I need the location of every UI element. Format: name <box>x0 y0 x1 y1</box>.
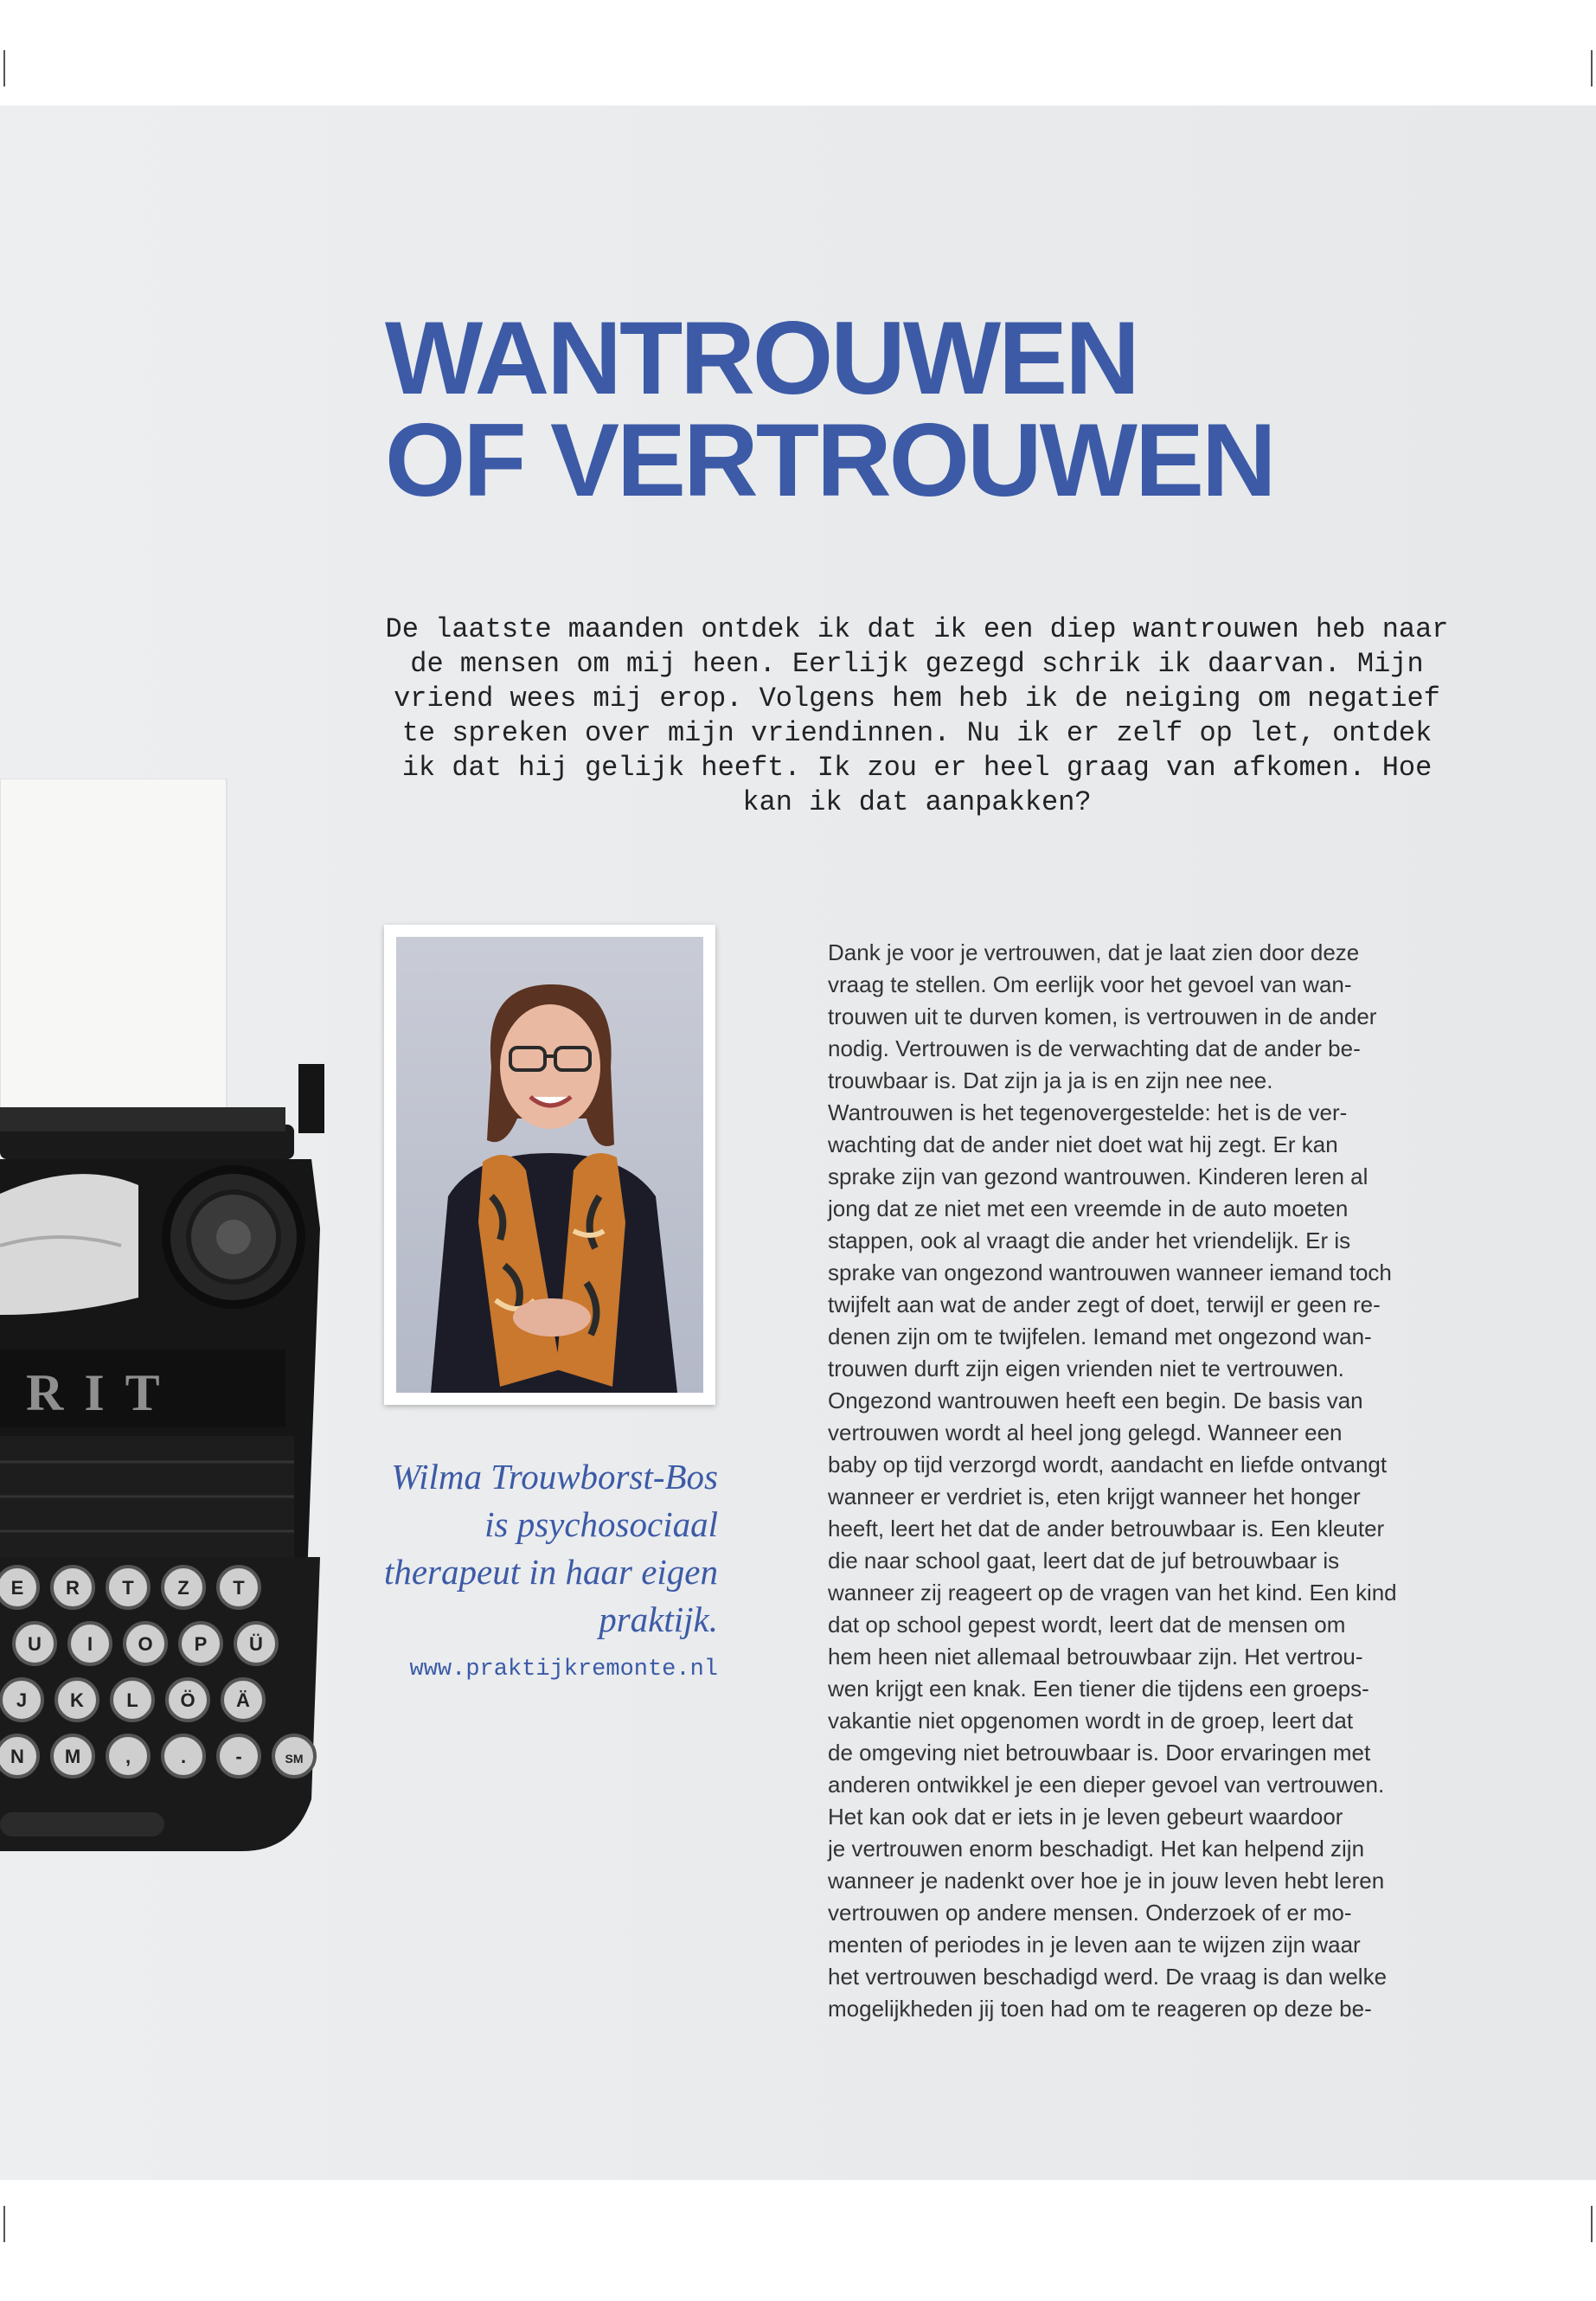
title-line-2: OF VERTROUWEN <box>385 402 1274 518</box>
crop-mark-bottom-left <box>3 2206 5 2242</box>
typewriter-key-label: Z <box>177 1577 189 1599</box>
typewriter-illustration <box>0 779 372 1868</box>
typewriter-key-label: N <box>10 1746 24 1767</box>
title-line-1: WANTROUWEN <box>385 300 1138 416</box>
crop-mark-top-left <box>3 50 5 87</box>
typewriter-key-label: , <box>125 1746 131 1767</box>
typewriter-key-label: P <box>194 1633 208 1655</box>
typewriter-key-label: SM <box>285 1752 304 1766</box>
author-website-link[interactable]: www.praktijkremonte.nl <box>409 1657 718 1682</box>
author-photo-frame <box>384 925 715 1405</box>
typewriter-key-label: Ä <box>236 1689 250 1711</box>
typewriter-key-label: T <box>233 1577 245 1599</box>
typewriter-key-label: T <box>122 1577 134 1599</box>
reader-question: De laatste maanden ontdek ik dat ik een diep wantrouwen heb naar de mensen om mij heen. Eerlijk gezegd schrik ik daarvan. Mijn vriend wees mij erop. Volgens hem heb ik de neiging om negatief te spreken over mijn vriendinnen. Nu ik er zelf op let, ontdek ik dat hij gelijk heeft. Ik zou er heel graag van afkomen. Hoe kan ik dat aanpakken? <box>385 613 1449 818</box>
typewriter-key-label: Ü <box>249 1633 263 1655</box>
typewriter-key-label: E <box>10 1577 24 1599</box>
article-body: Dank je voor je vertrouwen, dat je laat zien door deze vraag te stellen. Om eerlijk voor het gevoel van wan- trouwen uit te durven komen, is vertrouwen in de ander nodig. Vertrouwen is de verwachting dat de ander be- trouwbaar is. Dat zijn ja ja is en zijn nee nee. Wantrouwen is het tegenovergestelde: het is de ver- wachting dat de ander niet doet wat hij zegt. Er kan sprake zijn van gezond wantrouwen. Kinderen leren al jong dat ze niet met een vreemde in de auto moeten stappen, ook al vraagt die ander het vriendelijk. Er is sprake van ongezond wantrouwen wanneer iemand toch twijfelt aan wat de ander zegt of doet, terwijl er geen re- denen zijn om te twijfelen. Iemand met ongezond wan- trouwen durft zijn eigen vrienden niet te vertrouwen. Ongezond wantrouwen heeft een begin. De basis van vertrouwen wordt al heel jong gelegd. Wanneer een baby op tijd verzorgd wordt, aandacht en liefde ontvangt wanneer er verdriet is, eten krijgt wanneer het honger heeft, leert het dat de ander betrouwbaar is. Een kleuter die naar school gaat, leert dat de juf betrouwbaar is wanneer zij reageert op de vragen van het kind. Een kind dat op school gepest wordt, leert dat de mensen om hem heen niet allemaal betrouwbaar zijn. Het vertrou- wen krijgt een knak. Een tiener die tijdens een groeps- vakantie niet opgenomen wordt in de groep, leert dat de omgeving niet betrouwbaar is. Door ervaringen met anderen ontwikkel je een dieper gevoel van vertrouwen. Het kan ook dat er iets in je leven gebeurt waardoor je vertrouwen enorm beschadigt. Het kan helpend zijn wanneer je nadenkt over hoe je in jouw leven hebt leren vertrouwen op andere mensen. Onderzoek of er mo- menten of periodes in je leven aan te wijzen zijn waar het vertrouwen beschadigd werd. De vraag is dan welke mogelijkheden jij toen had om te reageren op deze be- <box>828 939 1397 2022</box>
typewriter-key-label: M <box>64 1746 81 1767</box>
author-caption: Wilma Trouwborst-Bos is psychosociaal therapeut in haar eigen praktijk. <box>383 1457 718 1639</box>
typewriter-key-label: I <box>87 1633 93 1655</box>
typewriter-key-label: R <box>66 1577 80 1599</box>
article-title <box>385 300 1423 518</box>
typewriter-key-label: Ö <box>180 1689 195 1711</box>
typewriter-key-label: . <box>180 1746 187 1767</box>
typewriter-brand-text: RIT <box>26 1364 181 1421</box>
typewriter-key-label: J <box>16 1689 28 1711</box>
typewriter-key-label: K <box>70 1689 84 1711</box>
typewriter-key-label: U <box>28 1633 42 1655</box>
author-photo <box>396 937 703 1393</box>
typewriter-key-label: - <box>235 1746 242 1767</box>
crop-mark-top-right <box>1591 50 1593 87</box>
crop-mark-bottom-right <box>1591 2206 1593 2242</box>
typewriter-key-label: L <box>126 1689 138 1711</box>
typewriter-key-label: O <box>138 1633 153 1655</box>
